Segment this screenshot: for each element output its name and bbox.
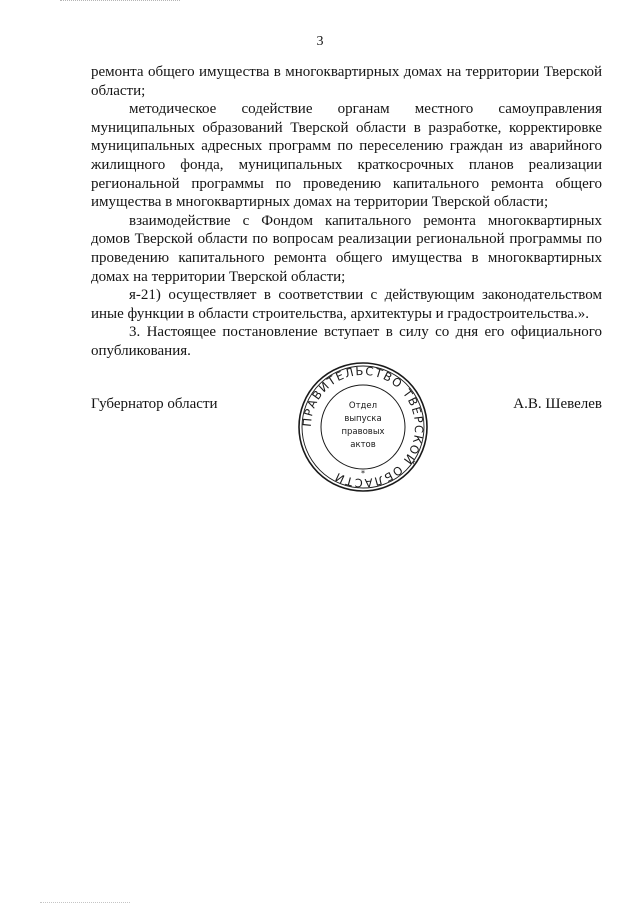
paragraph-entry-into-force: 3. Настоящее постановление вступает в силу со дня его официального опубликования. bbox=[91, 324, 602, 359]
paragraph-other-functions: я-21) осуществляет в соответствии с действующим законодательством иные функции в области строительства, архитектуры и градостроительства.». bbox=[91, 287, 602, 322]
signatory-name: А.В. Шевелев bbox=[513, 396, 602, 412]
stamp-star: * bbox=[361, 469, 365, 478]
paragraph-fund-interaction: взаимодействие с Фондом капитального ремонта многоквартирных домов Тверской области по вопросам реализации региональной программы по проведению капитального ремонта общего имущества в многоквартирных домах на территории Тверской области; bbox=[91, 212, 602, 285]
stamp-center-line: Отдел bbox=[348, 401, 378, 411]
document-body bbox=[91, 63, 602, 361]
paragraph-methodical-support: методическое содействие органам местного самоуправления муниципальных образований Тверской области в разработке, корректировке муниципальных адресных программ по переселению граждан из аварийного жилищного фонда, муниципальных краткосрочных планов реализации региональной программы по проведению капитального ремонта общего имущества в многоквартирных домах на территории Тверской области; bbox=[91, 101, 602, 211]
stamp-seal-icon bbox=[296, 360, 430, 494]
stamp-center-line: выпуска bbox=[344, 414, 382, 424]
signatory-position: Губернатор области bbox=[91, 396, 218, 412]
scan-top-marks bbox=[60, 0, 180, 3]
scan-bottom-marks bbox=[40, 900, 130, 903]
stamp-ring-text: ПРАВИТЕЛЬСТВО ТВЕРСКОЙ ОБЛАСТИ bbox=[299, 363, 427, 491]
stamp-center-line: правовых bbox=[341, 427, 385, 437]
official-stamp bbox=[296, 360, 430, 494]
stamp-center-line: актов bbox=[350, 440, 376, 450]
page-number: 3 bbox=[316, 34, 324, 49]
paragraph-continuation: ремонта общего имущества в многоквартирных домах на территории Тверской области; bbox=[91, 64, 602, 99]
